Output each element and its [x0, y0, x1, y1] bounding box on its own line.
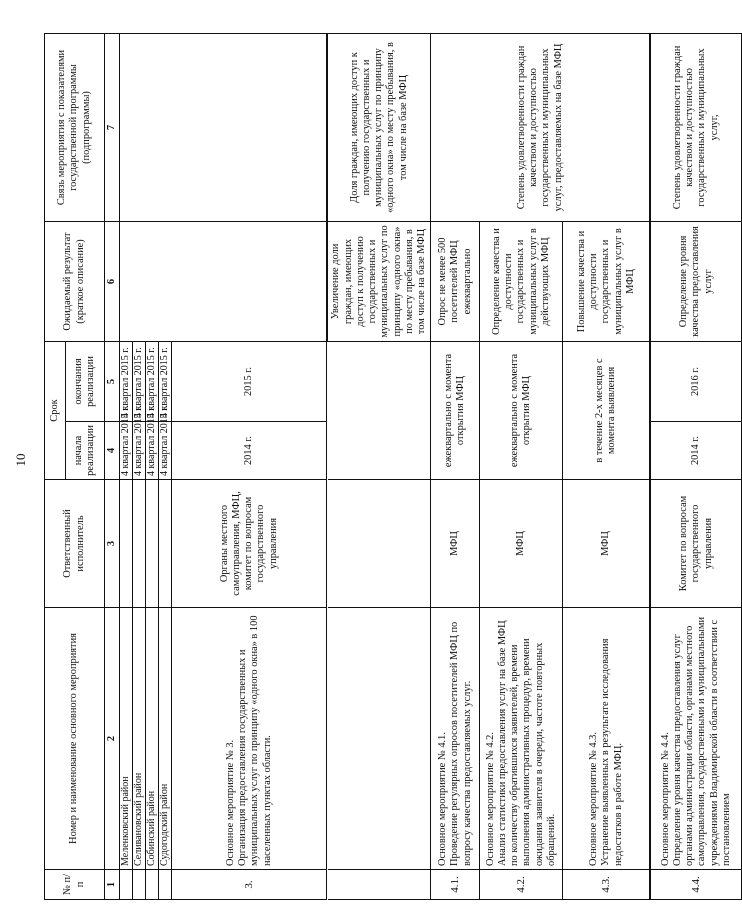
- row-activity: [480, 608, 563, 870]
- district-name: Меленковский район: [120, 608, 133, 870]
- district-end: 4 квартал 2015 г.: [146, 342, 159, 422]
- header-start: начала реализации: [66, 422, 105, 480]
- row-number: 3.: [172, 870, 327, 900]
- row-number: 4.1.: [431, 870, 480, 900]
- header-link: Связь мероприятия с показателями государственной программы (подпрограммы): [45, 34, 105, 222]
- activity-title: Основное мероприятие № 4.4.: [659, 732, 671, 866]
- col-number: 3: [105, 480, 120, 608]
- table-row: [431, 34, 480, 900]
- row-number: 4.3.: [563, 870, 650, 900]
- row-result: Увеличение доли граждан, имеющих доступ к получению государственных и муниципальных услуг по принципу «одного окна» по месту пребывания, в том числе на базе МФЦ: [328, 222, 431, 342]
- row-result: Повышение качества и доступности государственных и муниципальных услуг в МФЦ: [563, 222, 650, 342]
- header-executor: Ответственный исполнитель: [45, 480, 105, 608]
- page-number: 10: [13, 453, 28, 467]
- row-number: 4.2.: [480, 870, 563, 900]
- col-number: 4: [105, 422, 120, 480]
- activity-description: Устранение выявленных в результате исследования недостатков в работе МФЦ.: [600, 638, 624, 866]
- header-row-1: [45, 34, 66, 900]
- header-term: Срок: [45, 342, 66, 480]
- header-name: Номер и наименование основного мероприятия: [45, 608, 105, 870]
- activity-description: Организация предоставления государственных и муниципальных услуг по принципу «одного окна» в 100 населенных пунктах области.: [237, 615, 273, 866]
- row-executor: МФЦ: [431, 480, 480, 608]
- activities-table: [44, 33, 327, 900]
- district-end: 4 квартал 2015 г.: [133, 342, 146, 422]
- col-number: 7: [105, 34, 120, 222]
- row-executor: МФЦ: [480, 480, 563, 608]
- row-activity: [563, 608, 650, 870]
- row-activity: [172, 608, 327, 870]
- row-activity: [431, 608, 480, 870]
- table-row: [651, 34, 742, 900]
- col-number: 6: [105, 222, 120, 342]
- document-page: [44, 34, 732, 900]
- table-row: [328, 34, 431, 900]
- col-number: 5: [105, 342, 120, 422]
- district-name: Селивановский район: [133, 608, 146, 870]
- row-link: Доля граждан, имеющих доступ к получению государственных и муниципальных услуг по принципу «одного окна» по месту пребывания, в том числе на базе МФЦ: [328, 34, 431, 222]
- activity-description: Анализ статистики предоставления услуг на базе МФЦ по количеству обратившихся заявителей, времени выполнения административных процедур, времени ожидания заявителя в очереди, частоте повторных обращений.: [496, 620, 557, 866]
- row-link: Степень удовлетворенности граждан качеством и доступностью государственных и муниципальных услуг,: [651, 34, 742, 222]
- activities-table-tail: [650, 33, 742, 900]
- activity-title: Основное мероприятие № 4.1.: [436, 732, 448, 866]
- row-end: 2016 г.: [651, 342, 742, 422]
- activity-description: Определение уровня качества предоставления услуг органами администрации области, органами местного самоуправления, государственными и муниципальными учреждениями Владимирской области в соответствии с постановлением: [671, 617, 732, 866]
- row-executor: Комитет по вопросам государственного управления: [651, 480, 742, 608]
- col-number: 1: [105, 870, 120, 900]
- header-result: Ожидаемый результат (краткое описание): [45, 222, 105, 342]
- row-end: 2015 г.: [172, 342, 327, 422]
- rotated-table-container: [44, 34, 732, 900]
- district-start: 4 квартал 2015 г.: [133, 422, 146, 480]
- row-result: Определение уровня качества предоставления услуг: [651, 222, 742, 342]
- district-start: 4 квартал 2015 г.: [159, 422, 172, 480]
- row-result: Определение качества и доступности государственных и муниципальных услуг в действующих МФЦ: [480, 222, 563, 342]
- row-link: Степень удовлетворенности граждан качеством и доступностью государственных и муниципальных услуг, предоставляемых на базе МФЦ: [431, 34, 650, 222]
- col-number: 2: [105, 608, 120, 870]
- district-start: 4 квартал 2015 г.: [120, 422, 133, 480]
- activity-title: Основное мероприятие № 4.3.: [587, 732, 599, 866]
- district-start: 4 квартал 2015 г.: [146, 422, 159, 480]
- row-executor: МФЦ: [563, 480, 650, 608]
- row-number: [328, 870, 431, 900]
- row-activity: [651, 608, 742, 870]
- row-start: 2014 г.: [172, 422, 327, 480]
- row-start: 2014 г.: [651, 422, 742, 480]
- header-num: № п/п: [45, 870, 105, 900]
- district-row: [120, 34, 133, 900]
- header-end: окончания реализации: [66, 342, 105, 422]
- district-end: 4 квартал 2015 г.: [159, 342, 172, 422]
- district-end: 4 квартал 2015 г.: [120, 342, 133, 422]
- activity-description: Проведение регулярных опросов посетителей МФЦ по вопросу качества предоставляемых услуг.: [449, 621, 473, 866]
- row-period: ежеквартально с момента открытия МФЦ: [431, 342, 480, 480]
- activity-title: Основное мероприятие № 3.: [224, 739, 236, 866]
- row-result: Опрос не менее 500 посетителей МФЦ ежеквартально: [431, 222, 480, 342]
- column-number-row: [105, 34, 120, 900]
- row-number: 4.4.: [651, 870, 742, 900]
- activity-title: Основное мероприятие № 4.2.: [484, 732, 496, 866]
- row-period: ежеквартально с момента открытия МФЦ: [480, 342, 563, 480]
- row-executor: Органы местного самоуправления, МФЦ, комитет по вопросам государственного управления: [172, 480, 327, 608]
- row-period: в течение 2-х месяцев с момента выявления: [563, 342, 650, 480]
- district-name: Судогодский район: [159, 608, 172, 870]
- activities-table-continued: [327, 33, 650, 900]
- district-name: Собинский район: [146, 608, 159, 870]
